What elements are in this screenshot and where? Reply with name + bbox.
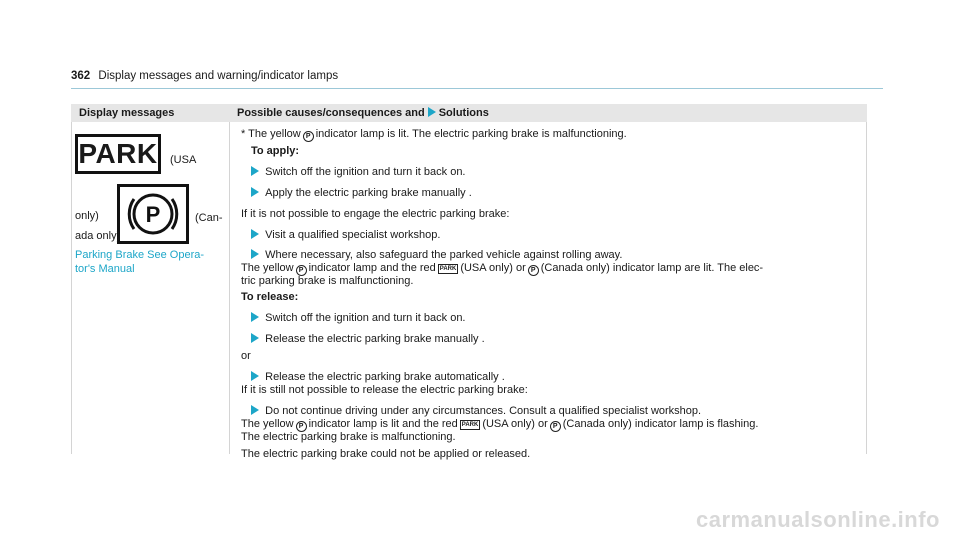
page-number: 362 [71,70,91,82]
line-3: Switch off the ignition and turn it back on. [251,166,466,178]
arrow-icon [428,107,436,117]
header-rule [71,88,883,89]
step-arrow-icon [251,371,259,381]
line-1: * The yellow P indicator lamp is lit. The electric parking brake is malfunctioning. [241,128,627,140]
line-18: The electric parking brake is malfunctioning. [241,431,456,443]
line-15: If it is still not possible to release the electric parking brake: [241,384,528,396]
line-13: or [241,350,251,362]
col-divider-right [866,122,867,454]
parking-indicator-icon: P [296,265,307,276]
parking-brake-icon [117,184,189,244]
line-12: Release the electric parking brake manually . [251,333,485,345]
step-arrow-icon [251,229,259,239]
manual-link[interactable]: Parking Brake See Opera- tor's Manual [75,249,205,275]
only-label: only) [75,210,99,222]
parking-indicator-icon: P [296,421,307,432]
line-16: Do not continue driving under any circumstances. Consult a qualified specialist workshop. [251,405,701,417]
table-header [71,104,867,122]
line-4: Apply the electric parking brake manually . [251,187,472,199]
page-header [71,70,338,82]
usa-label: (USA [170,154,197,166]
col2-header: Possible causes/consequences and Solutions [237,107,489,119]
col-divider-left [71,122,72,454]
line-19: The electric parking brake could not be applied or released. [241,448,531,460]
watermark: carmanualsonline.info [696,507,940,532]
col-divider-mid [229,122,230,454]
line-7: Where necessary, also safeguard the parked vehicle against rolling away. [251,249,622,261]
step-arrow-icon [251,249,259,259]
line-14: Release the electric parking brake automatically . [251,371,505,383]
p-glyph: P [145,202,161,227]
park-indicator-icon: PARK [461,422,479,428]
step-arrow-icon [251,166,259,176]
line-6: Visit a qualified specialist workshop. [251,229,440,241]
step-arrow-icon [251,312,259,322]
line-8: The yellow P indicator lamp and the red PARK (USA only) or P (Canada only) indicator lamp are lit. The elec- [241,262,764,274]
page-title: Display messages and warning/indicator lamps [98,70,339,82]
parking-brake-circle-icon [120,187,186,241]
line-2: To apply: [251,145,300,157]
line-17: The yellow P indicator lamp is lit and the red PARK (USA only) or P (Canada only) indicator lamp is flashing. [241,418,759,430]
park-icon: PARK [75,134,161,174]
line-5: If it is not possible to engage the electric parking brake: [241,208,510,220]
parking-indicator-icon: P [303,131,314,142]
messages-table [71,104,867,460]
step-arrow-icon [251,333,259,343]
step-arrow-icon [251,187,259,197]
col1-header: Display messages [79,107,175,119]
line-10: To release: [241,291,299,303]
line-9: tric parking brake is malfunctioning. [241,275,414,287]
line-11: Switch off the ignition and turn it back on. [251,312,466,324]
park-indicator-icon: PARK [439,266,457,272]
parking-indicator-icon: P [528,265,539,276]
parking-indicator-icon: P [550,421,561,432]
ada-label: ada only) [75,230,121,242]
step-arrow-icon [251,405,259,415]
canada-label: (Can- [195,212,223,224]
